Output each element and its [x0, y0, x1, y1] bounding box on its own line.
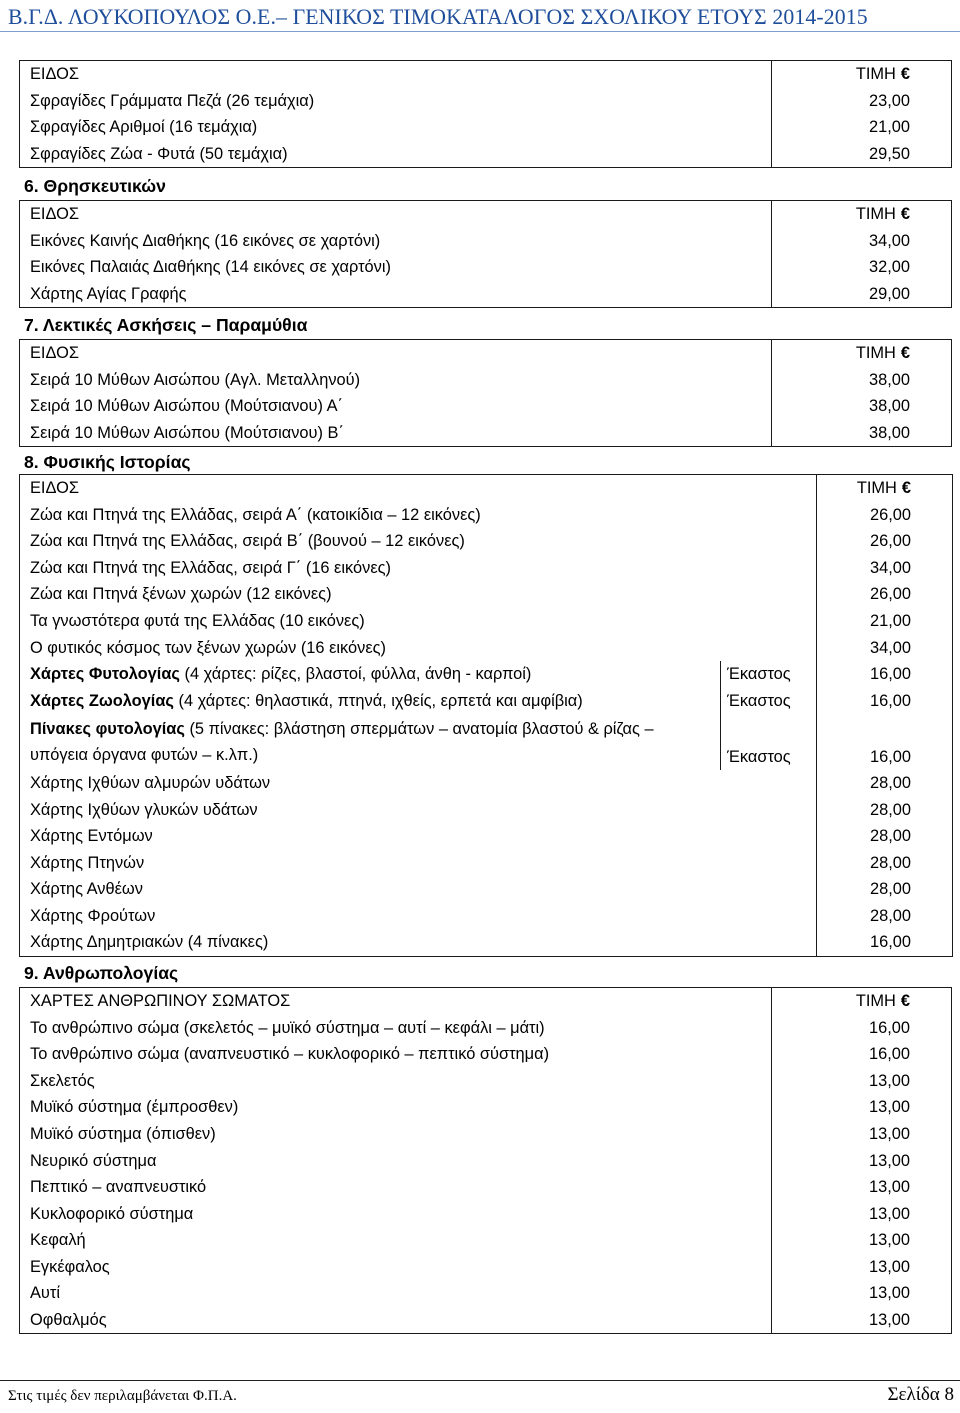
section-heading-natural-history: 8. Φυσικής Ιστορίας [24, 452, 191, 472]
language-table-body [20, 340, 952, 447]
table-header-row [20, 475, 953, 502]
item-price: 26,00 [817, 528, 953, 555]
body-maps-column-header: ΧΑΡΤΕΣ ΑΝΘΡΩΠΙΝΟΥ ΣΩΜΑΤΟΣ [20, 988, 772, 1015]
table-row [20, 420, 952, 447]
table-row [20, 502, 953, 529]
item-name: Σφραγίδες Γράμματα Πεζά (26 τεμάχια) [20, 88, 772, 115]
anthropology-table [19, 987, 952, 1334]
item-column-header: ΕΙΔΟΣ [20, 340, 772, 367]
table-row [20, 1200, 952, 1227]
item-name: Σειρά 10 Μύθων Αισώπου (Μούτσιανου) Β΄ [20, 420, 772, 447]
item-name-bold: Χάρτες Φυτολογίας [30, 665, 180, 684]
item-price: 38,00 [772, 420, 952, 447]
item-price: 38,00 [772, 393, 952, 420]
item-price: 29,00 [772, 281, 952, 308]
item-price: 28,00 [817, 903, 953, 930]
table-row [20, 714, 953, 770]
item-name: Ζώα και Πτηνά της Ελλάδας, σειρά Β΄ (βουνού – 12 εικόνες) [20, 528, 817, 555]
table-row [20, 1174, 952, 1201]
item-name: Χάρτης Ιχθύων γλυκών υδάτων [20, 796, 817, 823]
table-row [20, 770, 953, 797]
unit-label: Έκαστος [721, 661, 817, 688]
item-name: Μυϊκό σύστημα (όπισθεν) [20, 1121, 772, 1148]
table-row [20, 1253, 952, 1280]
table-header-row [20, 988, 952, 1015]
item-name: Εικόνες Παλαιάς Διαθήκης (14 εικόνες σε χαρτόνι) [20, 254, 772, 281]
page-number: Σελίδα 8 [887, 1384, 954, 1405]
item-name: Χάρτης Εντόμων [20, 823, 817, 850]
item-price: 28,00 [817, 850, 953, 877]
item-name [20, 687, 721, 714]
item-name: Σφραγίδες Ζώα - Φυτά (50 τεμάχια) [20, 141, 772, 168]
item-name: Χάρτης Δημητριακών (4 πίνακες) [20, 929, 817, 956]
item-price: 16,00 [817, 929, 953, 956]
item-name: Χάρτης Φρούτων [20, 903, 817, 930]
item-name: Χάρτης Αγίας Γραφής [20, 281, 772, 308]
item-name-detail: (5 πίνακες: βλάστηση σπερμάτων – ανατομία βλαστού & ρίζας – υπόγεια όργανα φυτών – κ.λπ.) [30, 719, 654, 764]
section-heading-anthropology: 9. Ανθρωπολογίας [24, 963, 179, 983]
table-row [20, 393, 952, 420]
table-row [20, 687, 953, 714]
table-row [20, 1227, 952, 1254]
price-column-header: ΤΙΜΗ € [772, 61, 952, 88]
item-price: 32,00 [772, 254, 952, 281]
natural-history-table-body [20, 475, 953, 957]
table-row [20, 1068, 952, 1095]
table-header-row [20, 201, 952, 228]
item-price: 21,00 [817, 608, 953, 635]
item-name: Χάρτης Ανθέων [20, 876, 817, 903]
table-row [20, 281, 952, 308]
item-price: 28,00 [817, 823, 953, 850]
item-price: 13,00 [772, 1200, 952, 1227]
table-row [20, 903, 953, 930]
item-name: Το ανθρώπινο σώμα (σκελετός – μυϊκό σύστημα – αυτί – κεφάλι – μάτι) [20, 1015, 772, 1042]
table-row [20, 141, 952, 168]
table-header-row [20, 61, 952, 88]
item-price: 16,00 [817, 714, 953, 770]
table-row [20, 114, 952, 141]
item-name-detail: (4 χάρτες: θηλαστικά, πτηνά, ιχθείς, ερπετά και αμφίβια) [173, 691, 583, 710]
table-row [20, 1307, 952, 1334]
item-name: Τα γνωστότερα φυτά της Ελλάδας (10 εικόνες) [20, 608, 817, 635]
item-name [20, 714, 721, 770]
item-name: Σφραγίδες Αριθμοί (16 τεμάχια) [20, 114, 772, 141]
item-price: 13,00 [772, 1147, 952, 1174]
item-name-bold: Χάρτες Ζωολογίας [30, 691, 174, 710]
item-name: Μυϊκό σύστημα (έμπροσθεν) [20, 1094, 772, 1121]
item-price: 13,00 [772, 1280, 952, 1307]
table-row [20, 661, 953, 688]
item-price: 34,00 [772, 228, 952, 255]
unit-label: Έκαστος [721, 687, 817, 714]
price-column-header: ΤΙΜΗ € [772, 201, 952, 228]
item-name: Ζώα και Πτηνά της Ελλάδας, σειρά Α΄ (κατοικίδια – 12 εικόνες) [20, 502, 817, 529]
footer-divider [0, 1380, 960, 1381]
item-name: Νευρικό σύστημα [20, 1147, 772, 1174]
item-name: Ζώα και Πτηνά ξένων χωρών (12 εικόνες) [20, 581, 817, 608]
table-header-row [20, 340, 952, 367]
price-column-header: ΤΙΜΗ € [772, 988, 952, 1015]
section-heading-language: 7. Λεκτικές Ασκήσεις – Παραμύθια [24, 315, 308, 335]
table-row [20, 581, 953, 608]
item-name: Σειρά 10 Μύθων Αισώπου (Αγλ. Μεταλληνού) [20, 367, 772, 394]
item-price: 16,00 [772, 1041, 952, 1068]
item-name: Οφθαλμός [20, 1307, 772, 1334]
item-name: Ο φυτικός κόσμος των ξένων χωρών (16 εικόνες) [20, 634, 817, 661]
item-price: 26,00 [817, 581, 953, 608]
table-row [20, 528, 953, 555]
table-row [20, 796, 953, 823]
anthropology-table-body [20, 988, 952, 1334]
table-row [20, 1094, 952, 1121]
table-row [20, 1041, 952, 1068]
item-name [20, 661, 721, 688]
table-row [20, 367, 952, 394]
item-name: Αυτί [20, 1280, 772, 1307]
item-price: 16,00 [817, 661, 953, 688]
item-name: Χάρτης Πτηνών [20, 850, 817, 877]
natural-history-table [19, 474, 953, 957]
item-price: 28,00 [817, 796, 953, 823]
item-name: Σκελετός [20, 1068, 772, 1095]
item-price: 13,00 [772, 1094, 952, 1121]
religious-table-body [20, 201, 952, 308]
item-name: Πεπτικό – αναπνευστικό [20, 1174, 772, 1201]
item-price: 13,00 [772, 1307, 952, 1334]
item-name: Χάρτης Ιχθύων αλμυρών υδάτων [20, 770, 817, 797]
language-table [19, 339, 952, 447]
item-column-header: ΕΙΔΟΣ [20, 475, 817, 502]
table-row [20, 1147, 952, 1174]
item-price: 34,00 [817, 555, 953, 582]
item-price: 21,00 [772, 114, 952, 141]
item-name: Κεφαλή [20, 1227, 772, 1254]
price-column-header: ΤΙΜΗ € [817, 475, 953, 502]
item-column-header: ΕΙΔΟΣ [20, 201, 772, 228]
stamps-table [19, 60, 952, 168]
item-name: Εικόνες Καινής Διαθήκης (16 εικόνες σε χαρτόνι) [20, 228, 772, 255]
item-name-bold: Πίνακες φυτολογίας [30, 719, 185, 738]
table-row [20, 1015, 952, 1042]
item-column-header: ΕΙΔΟΣ [20, 61, 772, 88]
vat-note: Στις τιμές δεν περιλαμβάνεται Φ.Π.Α. [8, 1388, 237, 1404]
table-row [20, 850, 953, 877]
stamps-table-body [20, 61, 952, 168]
item-price: 16,00 [772, 1015, 952, 1042]
table-row [20, 254, 952, 281]
table-row [20, 555, 953, 582]
item-price: 13,00 [772, 1121, 952, 1148]
item-name: Κυκλοφορικό σύστημα [20, 1200, 772, 1227]
item-price: 28,00 [817, 770, 953, 797]
table-row [20, 88, 952, 115]
item-name: Σειρά 10 Μύθων Αισώπου (Μούτσιανου) Α΄ [20, 393, 772, 420]
item-price: 13,00 [772, 1068, 952, 1095]
item-price: 13,00 [772, 1174, 952, 1201]
item-price: 29,50 [772, 141, 952, 168]
table-row [20, 876, 953, 903]
item-name: Το ανθρώπινο σώμα (αναπνευστικό – κυκλοφορικό – πεπτικό σύστημα) [20, 1041, 772, 1068]
price-column-header: ΤΙΜΗ € [772, 340, 952, 367]
item-price: 28,00 [817, 876, 953, 903]
table-row [20, 228, 952, 255]
item-name-detail: (4 χάρτες: ρίζες, βλαστοί, φύλλα, άνθη - καρποί) [179, 665, 532, 684]
item-name: Εγκέφαλος [20, 1253, 772, 1280]
item-price: 34,00 [817, 634, 953, 661]
item-price: 13,00 [772, 1227, 952, 1254]
table-row [20, 1121, 952, 1148]
table-row [20, 929, 953, 956]
item-price: 13,00 [772, 1253, 952, 1280]
unit-label: Έκαστος [721, 714, 817, 770]
header-divider [0, 31, 960, 32]
table-row [20, 608, 953, 635]
table-row [20, 823, 953, 850]
section-heading-religious: 6. Θρησκευτικών [24, 176, 166, 196]
page-title: Β.Γ.Δ. ΛΟΥΚΟΠΟΥΛΟΣ Ο.Ε.– ΓΕΝΙΚΟΣ ΤΙΜΟΚΑΤΑΛΟΓΟΣ ΣΧΟΛΙΚΟΥ ΕΤΟΥΣ 2014-2015 [8, 5, 868, 29]
table-row [20, 1280, 952, 1307]
religious-table [19, 200, 952, 308]
item-price: 26,00 [817, 502, 953, 529]
item-price: 38,00 [772, 367, 952, 394]
table-row [20, 634, 953, 661]
item-price: 23,00 [772, 88, 952, 115]
item-price: 16,00 [817, 687, 953, 714]
item-name: Ζώα και Πτηνά της Ελλάδας, σειρά Γ΄ (16 εικόνες) [20, 555, 817, 582]
